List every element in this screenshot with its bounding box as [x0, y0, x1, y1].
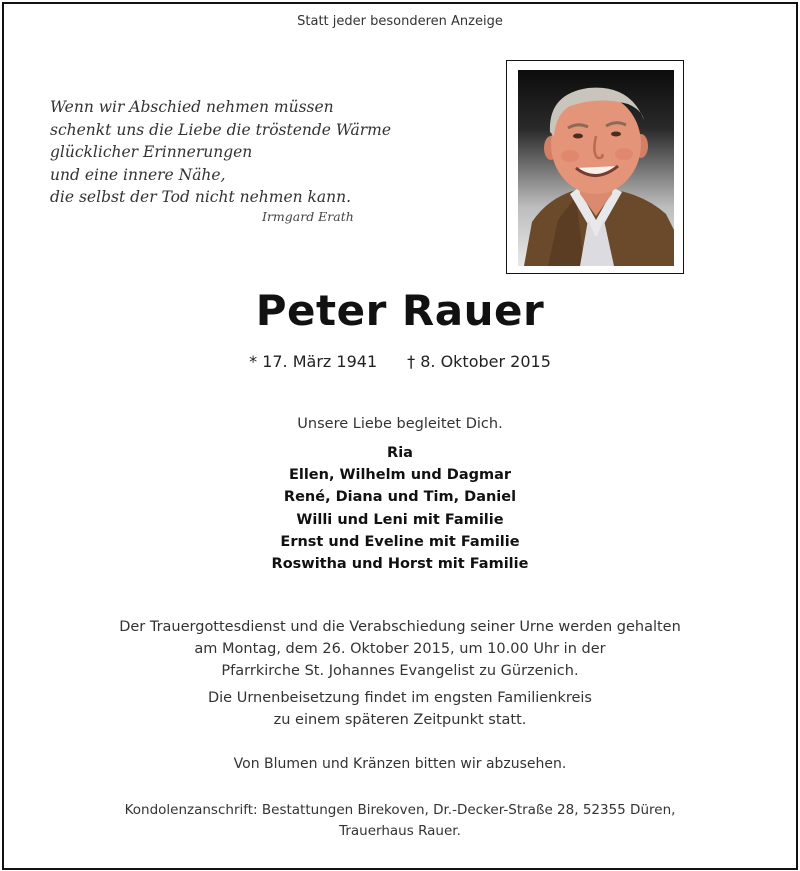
poem-line: Wenn wir Abschied nehmen müssen	[50, 98, 334, 116]
urn-line: Die Urnenbeisetzung findet im engsten Familienkreis	[207, 690, 592, 706]
death-date: † 8. Oktober 2015	[407, 352, 551, 371]
urn-burial-info	[4, 688, 796, 731]
condolence-line: Kondolenzanschrift: Bestattungen Birekoven, Dr.-Decker-Straße 28, 52355 Düren,	[124, 802, 676, 818]
family-list	[4, 442, 796, 575]
notice-header: Statt jeder besonderen Anzeige	[297, 14, 503, 29]
family-member: Willi und Leni mit Familie	[296, 511, 504, 528]
poem-line: und eine innere Nähe,	[50, 165, 226, 184]
family-member: Roswitha und Horst mit Familie	[271, 556, 529, 573]
birth-date: * 17. März 1941	[249, 352, 378, 371]
service-line: Pfarrkirche St. Johannes Evangelist zu Gürzenich.	[221, 663, 579, 679]
flowers-request: Von Blumen und Kränzen bitten wir abzusehen.	[233, 756, 567, 772]
service-line: Der Trauergottesdienst und die Verabschiedung seiner Urne werden gehalten	[119, 619, 681, 635]
family-member: Ria	[387, 445, 413, 461]
condolence-address	[4, 800, 796, 842]
poem-line: schenkt uns die Liebe die tröstende Wärme	[50, 120, 392, 139]
family-member: Ernst und Eveline mit Familie	[280, 533, 520, 550]
family-member: Ellen, Wilhelm und Dagmar	[288, 467, 512, 484]
family-member: René, Diana und Tim, Daniel	[283, 489, 517, 506]
deceased-name: Peter Rauer	[255, 286, 545, 335]
poem-line: glücklicher Erinnerungen	[50, 143, 253, 161]
poem-line: die selbst der Tod nicht nehmen kann.	[50, 188, 352, 206]
condolence-line: Trauerhaus Rauer.	[339, 823, 461, 839]
portrait-photo-icon	[518, 70, 674, 266]
urn-line: zu einem späteren Zeitpunkt statt.	[273, 711, 527, 728]
life-dates	[4, 352, 796, 371]
poem	[50, 96, 391, 209]
portrait-illustration	[518, 70, 674, 266]
obituary-frame	[2, 2, 798, 870]
funeral-service-info	[4, 616, 796, 682]
photo-frame	[506, 60, 684, 274]
family-intro: Unsere Liebe begleitet Dich.	[297, 416, 503, 432]
poem-author: Irmgard Erath	[262, 209, 354, 224]
service-line: am Montag, dem 26. Oktober 2015, um 10.00 Uhr in der	[194, 641, 606, 657]
